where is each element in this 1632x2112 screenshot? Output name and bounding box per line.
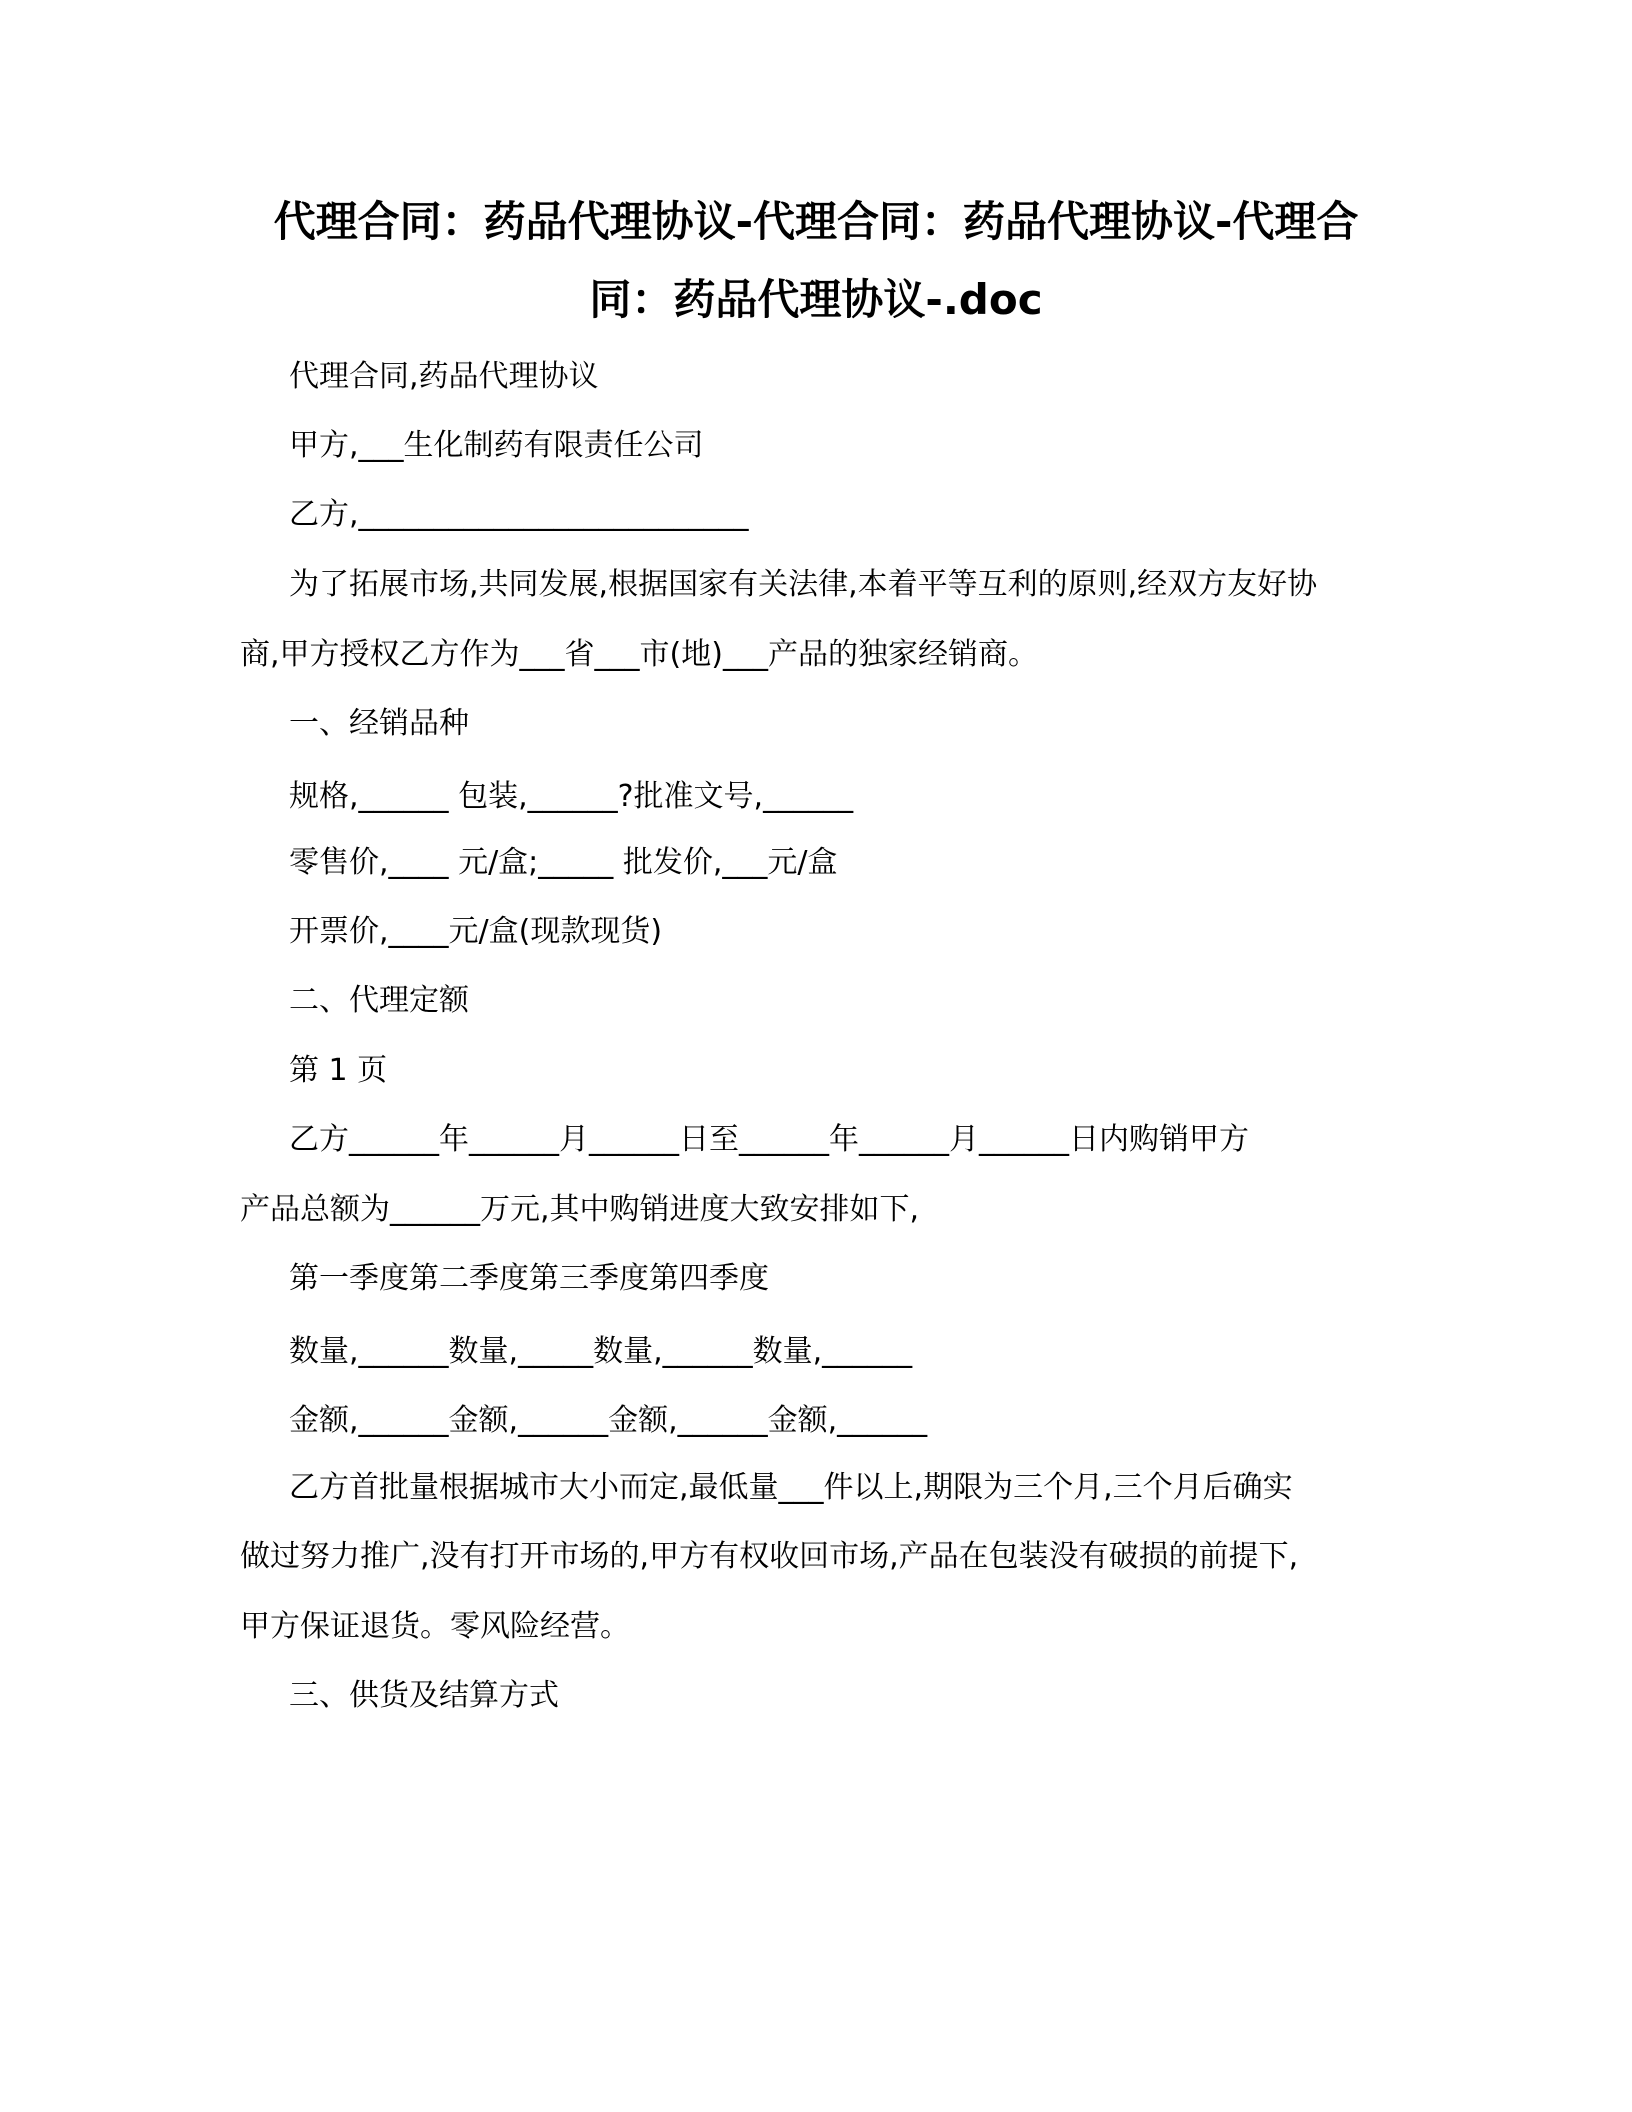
preamble-line-2: 商,甲方授权乙方作为___省___市(地)___产品的独家经销商。 [240,637,1038,672]
document-title-line-2: 同：药品代理协议-.doc [589,275,1043,324]
amount-line: 金额,______金额,______金额,______金额,______ [289,1403,928,1438]
section-heading-1: 一、经销品种 [289,706,469,741]
quota-period-line-1: 乙方______年______月______日至______年______月______日内购销甲方 [289,1122,1249,1157]
heading-contract-name: 代理合同,药品代理协议 [289,359,599,394]
spec-line: 规格,______ 包装,______?批准文号,______ [289,779,854,814]
preamble-line-1: 为了拓展市场,共同发展,根据国家有关法律,本着平等互利的原则,经双方友好协 [289,567,1318,602]
retail-price-line: 零售价,____ 元/盒;_____ 批发价,___元/盒 [289,845,838,880]
first-batch-line-2: 做过努力推广,没有打开市场的,甲方有权收回市场,产品在包装没有破损的前提下, [240,1539,1299,1574]
section-heading-3: 三、供货及结算方式 [289,1678,559,1713]
quarter-headers-line: 第一季度第二季度第三季度第四季度 [289,1261,769,1296]
quantity-line: 数量,______数量,_____数量,______数量,______ [289,1334,913,1369]
page-number: 第 1 页 [289,1053,388,1088]
document-title-line-1: 代理合同：药品代理协议-代理合同：药品代理协议-代理合 [273,197,1359,246]
first-batch-line-1: 乙方首批量根据城市大小而定,最低量___件以上,期限为三个月,三个月后确实 [289,1470,1293,1505]
section-heading-2: 二、代理定额 [289,983,469,1018]
party-b-line: 乙方,__________________________ [289,497,749,532]
invoice-price-line: 开票价,____元/盒(现款现货) [289,914,663,949]
quota-period-line-2: 产品总额为______万元,其中购销进度大致安排如下, [240,1192,920,1227]
party-a-line: 甲方,___生化制药有限责任公司 [289,428,704,463]
first-batch-line-3: 甲方保证退货。零风险经营。 [240,1609,630,1644]
